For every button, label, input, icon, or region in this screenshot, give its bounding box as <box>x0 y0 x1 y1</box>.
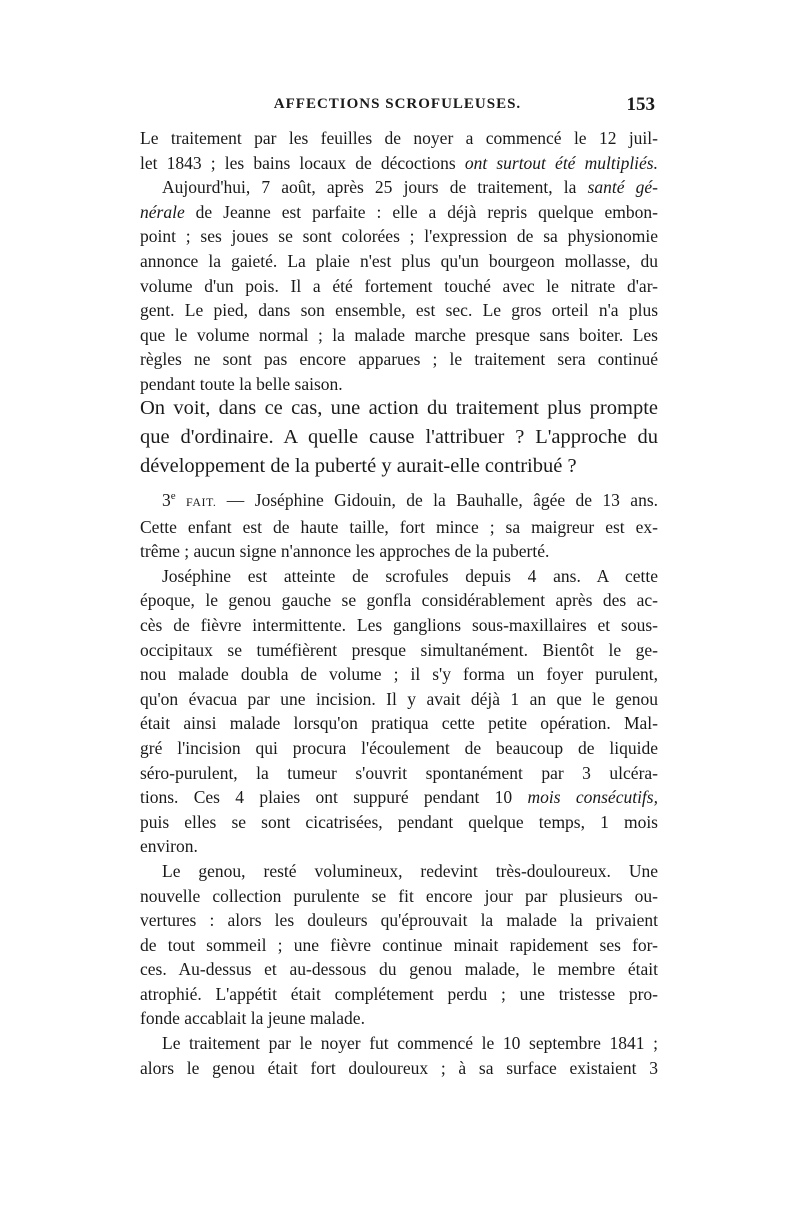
text-line: nouvelle collection purulente se fit encore jour par plusieurs ou- <box>140 885 658 906</box>
page-header <box>140 96 655 122</box>
text-line: atrophié. L'appétit était complétement perdu ; une tristesse pro- <box>140 983 658 1004</box>
text-line: fonde accablait la jeune malade. <box>140 1008 365 1029</box>
text-line: tions. Ces 4 plaies ont suppuré pendant 10 mois consécutifs, <box>140 787 658 808</box>
text-line: vertures : alors les douleurs qu'éprouvait la malade la privaient <box>140 910 658 931</box>
text-line: let 1843 ; les bains locaux de décoctions ont surtout été multipliés. <box>140 152 658 173</box>
text-line: alors le genou était fort douloureux ; à sa surface existaient 3 <box>140 1057 658 1078</box>
text-line: nérale de Jeanne est parfaite : elle a déjà repris quelque embon- <box>140 201 658 222</box>
text-line: Le traitement par les feuilles de noyer a commencé le 12 juil- <box>140 128 658 148</box>
text-line: développement de la puberté y aurait-elle contribué ? <box>140 455 577 477</box>
text-line: On voit, dans ce cas, une action du traitement plus prompte <box>140 397 658 419</box>
text-line: trême ; aucun signe n'annonce les approches de la puberté. <box>140 541 550 562</box>
paragraph-remark <box>140 394 658 481</box>
italic-phrase: nérale <box>140 201 185 222</box>
text-line: ces. Au-dessus et au-dessous du genou malade, le membre était <box>140 959 658 980</box>
paragraph-treatment-results <box>140 126 658 397</box>
text-line: Le traitement par le noyer fut commencé le 10 septembre 1841 ; <box>162 1033 658 1054</box>
text-line: nou malade doubla de volume ; il s'y forma un foyer purulent, <box>140 664 658 685</box>
text-line: occipitaux se tuméfièrent presque simultanément. Bientôt le ge- <box>140 639 658 660</box>
italic-phrase: santé gé- <box>587 177 658 198</box>
italic-phrase: mois consécutifs, <box>527 787 658 808</box>
text-line: 3e FAIT. — Joséphine Gidouin, de la Bauhalle, âgée de 13 ans. <box>162 490 659 510</box>
text-line: environ. <box>140 836 198 857</box>
text-line: règles ne sont pas encore apparues ; le traitement sera continué <box>140 349 658 370</box>
text-line: époque, le genou gauche se gonfla considérablement après des ac- <box>140 590 658 611</box>
text-line: volume d'un pois. Il a été fortement touché avec le nitrate d'ar- <box>140 275 658 296</box>
running-title: AFFECTIONS SCROFULEUSES. <box>273 96 522 112</box>
text-line: séro-purulent, la tumeur s'ouvrit spontanément par 3 ulcéra- <box>140 762 658 783</box>
text-line: que le volume normal ; la malade marche presque sans boiter. Les <box>140 324 658 345</box>
case-label: FAIT. <box>186 495 217 509</box>
text-line: gré l'incision qui procura l'écoulement de beaucoup de liquide <box>140 737 658 758</box>
text-line: de tout sommeil ; une fièvre continue minait rapidement ses for- <box>140 934 658 955</box>
paragraph-case-3 <box>140 488 658 1080</box>
text-line: point ; ses joues se sont colorées ; l'expression de sa physionomie <box>140 226 658 247</box>
text-line: était ainsi malade lorsqu'on pratiqua cette petite opération. Mal- <box>140 713 658 734</box>
text-line: annonce la gaieté. La plaie n'est plus qu'un bourgeon mollasse, du <box>140 250 658 271</box>
text-line: Aujourd'hui, 7 août, après 25 jours de traitement, la santé gé- <box>162 177 658 198</box>
text-line: pendant toute la belle saison. <box>140 373 343 394</box>
text-line: gent. Le pied, dans son ensemble, est sec. Le gros orteil n'a plus <box>140 300 658 321</box>
text-line: Joséphine est atteinte de scrofules depuis 4 ans. A cette <box>162 565 658 586</box>
text-line: que d'ordinaire. A quelle cause l'attribuer ? L'approche du <box>140 426 658 448</box>
italic-phrase: ont surtout été multipliés. <box>464 152 658 173</box>
text-line: cès de fièvre intermittente. Les ganglions sous-maxillaires et sous- <box>140 614 658 635</box>
text-line: Cette enfant est de haute taille, fort mince ; sa maigreur est ex- <box>140 516 658 537</box>
text-line: qu'on évacua par une incision. Il y avait déjà 1 an que le genou <box>140 688 658 709</box>
page-number: 153 <box>626 94 655 115</box>
text-line: Le genou, resté volumineux, redevint très-douloureux. Une <box>162 860 658 881</box>
case-number: 3 <box>162 490 171 510</box>
text-line: puis elles se sont cicatrisées, pendant quelque temps, 1 mois <box>140 811 658 832</box>
